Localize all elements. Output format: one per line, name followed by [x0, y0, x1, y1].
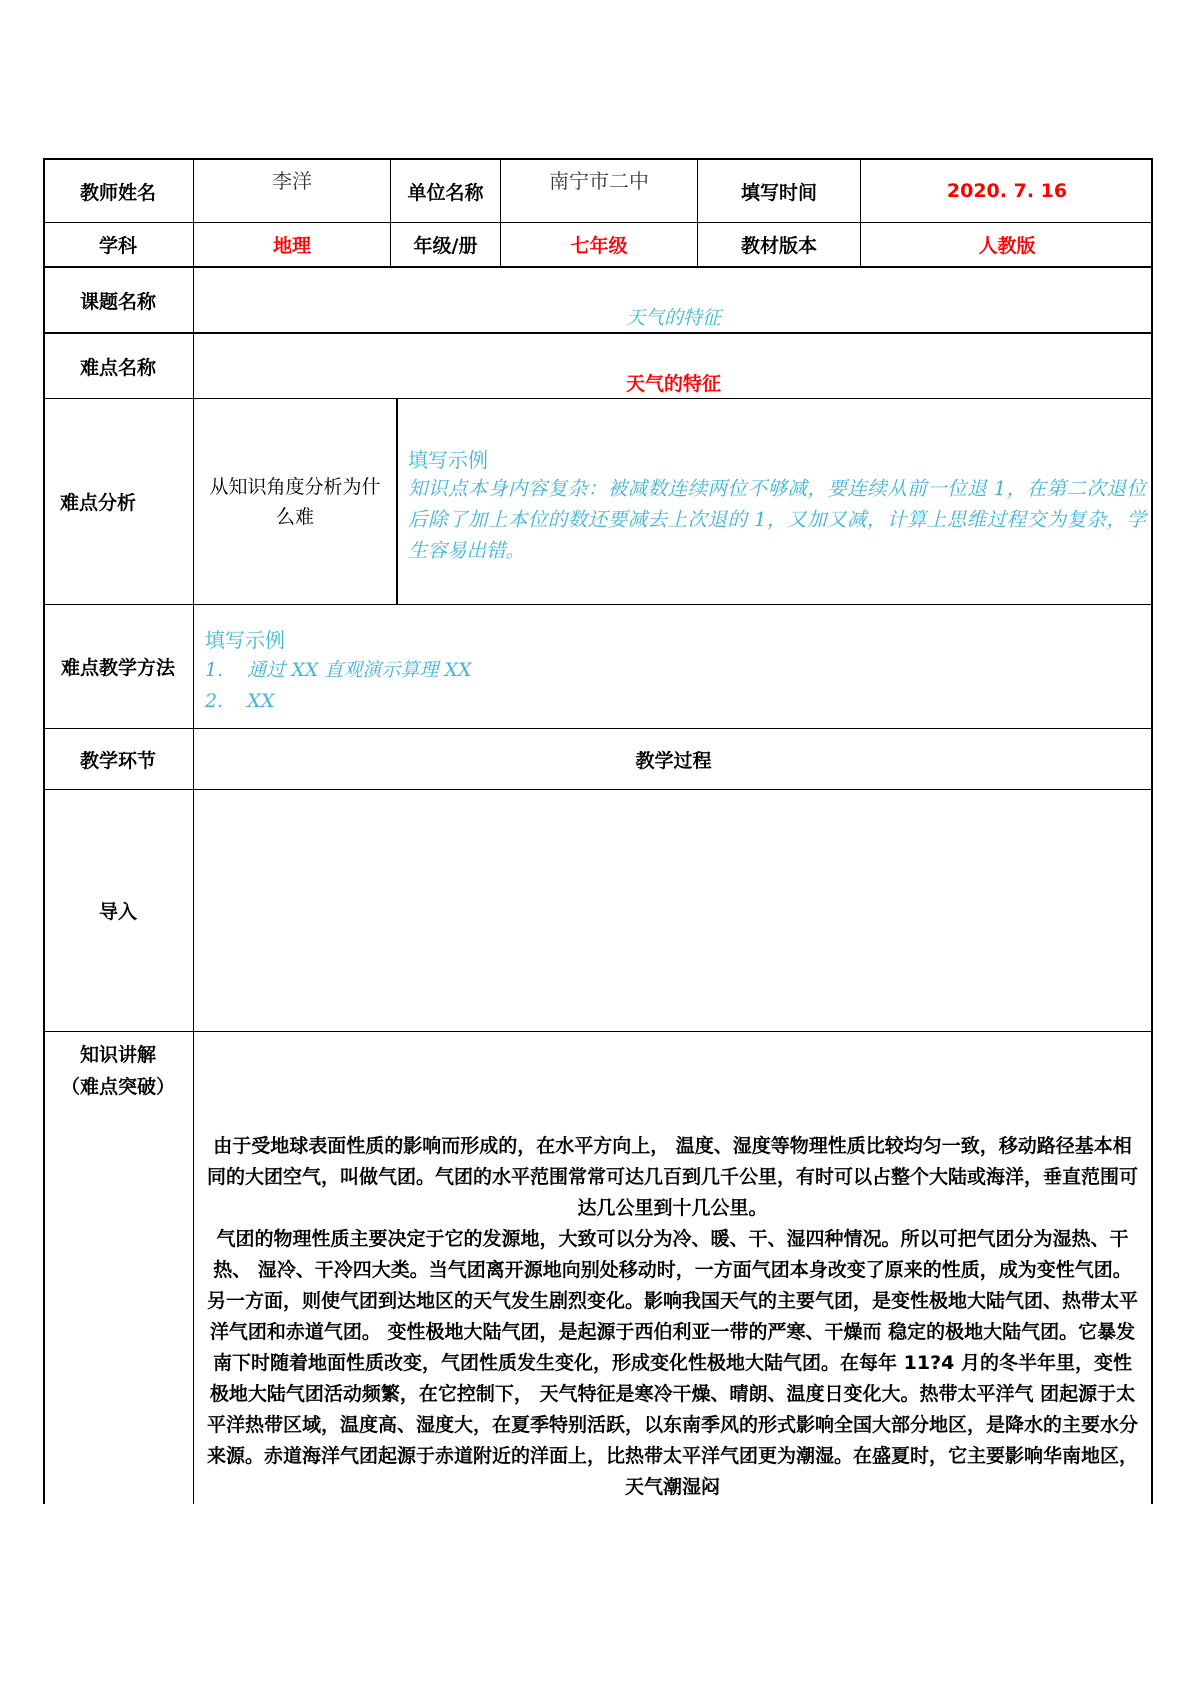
edition-label: 教材版本 — [740, 235, 817, 257]
analysis-example-title: 填写示例 — [408, 448, 488, 472]
analysis-sub-label: 从知识角度分析为什么难 — [209, 475, 381, 528]
topic-label: 课题名称 — [79, 290, 156, 313]
unit-value: 南宁市二中 — [549, 169, 649, 193]
unit-label: 单位名称 — [407, 181, 484, 204]
process-step-label: 教学环节 — [79, 749, 156, 772]
row-divider — [43, 266, 1153, 268]
method-item: 2. XX — [205, 690, 275, 712]
difficulty-value: 天气的特征 — [625, 372, 721, 395]
edition-value: 人教版 — [978, 235, 1036, 257]
subject-label: 学科 — [98, 235, 137, 257]
analysis-label: 难点分析 — [59, 492, 136, 514]
analysis-example-text: 知识点本身内容复杂：被减数连续两位不够减，要连续从前一位退 1，在第二次退位后除了加上本位的数还要减去上次退的 1，又加又减，计算上思维过程交为复杂，学生容易出错。 — [408, 477, 1146, 562]
knowledge-paragraph: 气团的物理性质主要决定于它的发源地，大致可以分为冷、暖、干、湿四种情况。所以可把气团分为湿热、干热、 湿冷、干冷四大类。当气团离开源地向别处移动时，一方面气团本身改变了原来的性质，成为变性气团。另一方面，则使气团到达地区的天气发生剧烈变化。影响我国天气的主要气团，是变性极地大陆气团、热带太平洋气团和赤道气团。 变性极地大陆气团，是起源于西伯利亚一带的严寒、干燥而 稳定的极地大陆气团。它暴发南下时随着地面性质改变，气团性质发生变化，形成变化性极地大陆气团。在每年 11?4 月的冬半年里，变性极地大陆气团活动频繁，在它控制下， 天气特征是寒冷干燥、晴朗、温度日变化大。热带太平洋气 团起源于太平洋热带区域，温度高、湿度大，在夏季特别活跃，以东南季风的形式影响全国大部分地区，是降水的主要水分来源。赤道海洋气团起源于赤道附近的洋面上，比热带太平洋气团更为潮湿。在盛夏时，它主要影响华南地区，天气潮湿闷 — [206, 1228, 1138, 1498]
date-label: 填写时间 — [740, 181, 817, 204]
method-example-title: 填写示例 — [205, 628, 285, 652]
intro-content — [194, 790, 1153, 1031]
subject-value: 地理 — [272, 235, 311, 257]
teacher-label: 教师姓名 — [79, 181, 156, 204]
grade-value: 七年级 — [570, 235, 628, 257]
row-divider — [43, 1031, 1153, 1032]
date-value: 2020. 7. 16 — [946, 180, 1068, 202]
knowledge-paragraph: 由于受地球表面性质的影响而形成的，在水平方向上， 温度、湿度等物理性质比较均匀一致，移动路径基本相同的大团空气，叫做气团。气团的水平范围常常可达几百到几千公里，有时可以占整个大陆或海洋，垂直范围可达几公里到十几公里。 — [206, 1135, 1138, 1219]
method-item: 1. 通过 XX 直观演示算理 XX — [205, 659, 472, 681]
intro-label: 导入 — [98, 901, 137, 923]
col-divider — [396, 398, 398, 604]
row-divider — [43, 332, 1153, 334]
teacher-value: 李洋 — [272, 169, 312, 193]
knowledge-sub-label: （难点突破） — [60, 1075, 175, 1098]
row-divider — [43, 604, 1153, 605]
method-label: 难点教学方法 — [60, 657, 175, 679]
topic-value: 天气的特征 — [625, 306, 721, 329]
grade-label: 年级/册 — [413, 235, 478, 257]
difficulty-label: 难点名称 — [79, 356, 156, 379]
process-header: 教学过程 — [635, 749, 712, 772]
knowledge-label: 知识讲解 — [79, 1043, 156, 1066]
